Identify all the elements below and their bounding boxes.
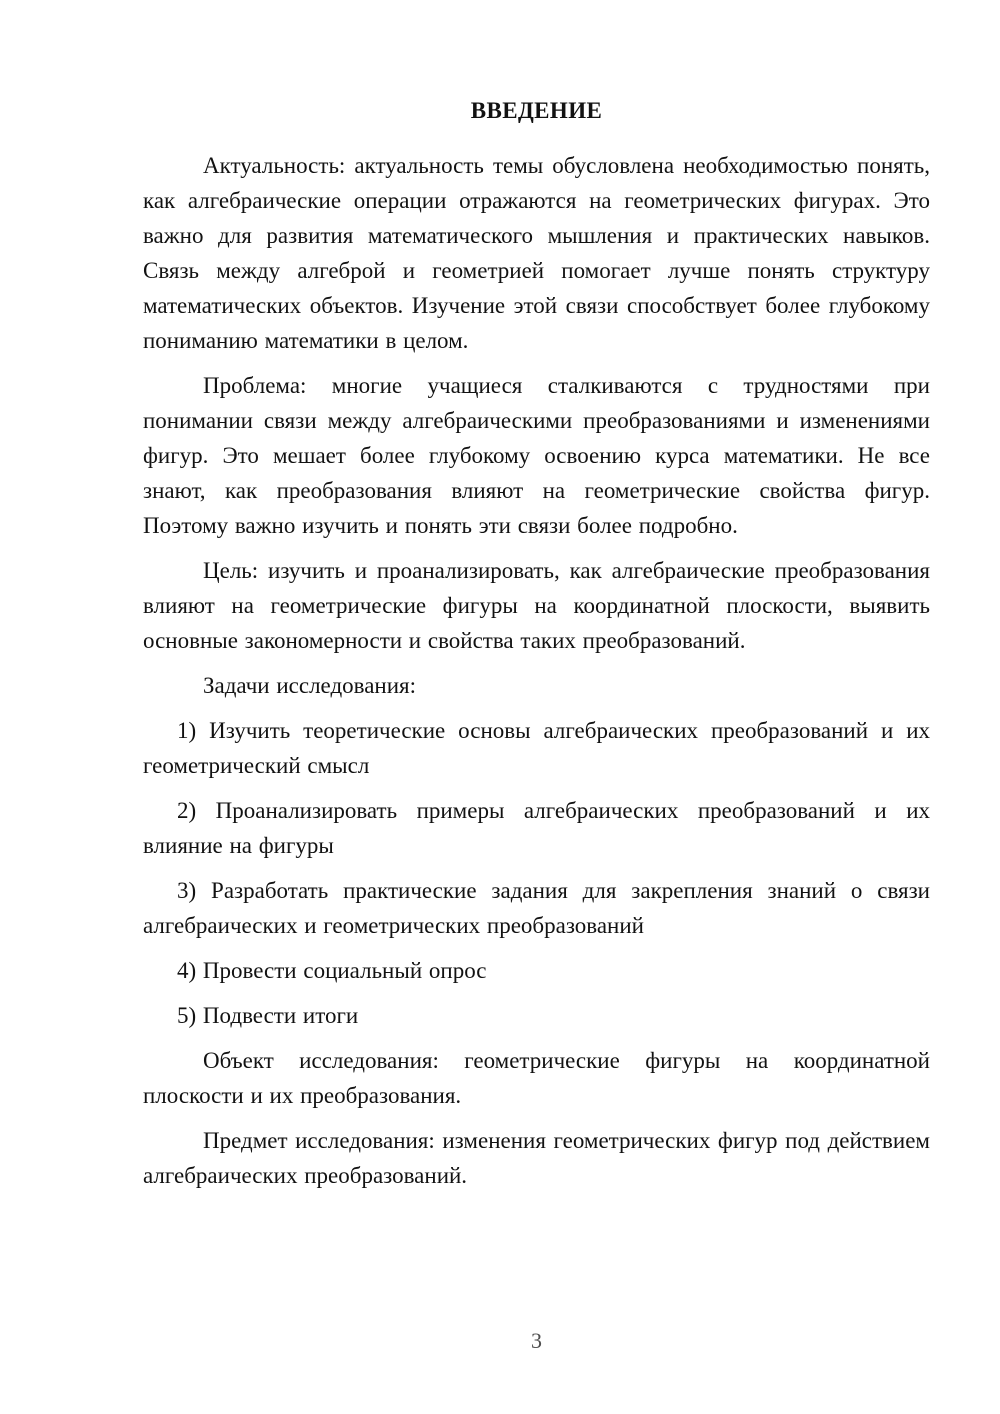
paragraph-goal: Цель: изучить и проанализировать, как алгебраические преобразования влияют на геометрические фигуры на координатной плоскости, выявить основные закономерности и свойства таких преобразований. — [143, 558, 930, 653]
task-item-2 — [143, 793, 930, 863]
task-text: Разработать практические задания для закрепления знаний о связи алгебраических и геометрических преобразований — [143, 878, 930, 938]
page-title: ВВЕДЕНИЕ — [470, 98, 603, 123]
task-item-1 — [143, 713, 930, 783]
tasks-heading: Задачи исследования: — [203, 673, 417, 698]
task-marker: 1) — [177, 718, 197, 743]
task-marker: 2) — [177, 798, 197, 823]
task-marker: 3) — [177, 878, 197, 903]
page-number: 3 — [531, 1328, 542, 1353]
task-marker: 4) — [177, 958, 197, 983]
task-marker: 5) — [177, 1003, 197, 1028]
task-text: Провести социальный опрос — [202, 958, 487, 983]
paragraph-subject: Предмет исследования: изменения геометрических фигур под действием алгебраических преобразований. — [143, 1128, 930, 1188]
task-item-4 — [143, 953, 930, 988]
paragraph-problem: Проблема: многие учащиеся сталкиваются с трудностями при понимании связи между алгебраическими преобразованиями и изменениями фигур. Это мешает более глубокому освоению курса математики. Не все знают, как преобразования влияют на геометрические свойства фигур. Поэтому важно изучить и понять эти связи более подробно. — [143, 373, 930, 538]
task-text: Подвести итоги — [202, 1003, 359, 1028]
task-text: Изучить теоретические основы алгебраических преобразований и их геометрический смысл — [143, 718, 931, 778]
task-text: Проанализировать примеры алгебраических преобразований и их влияние на фигуры — [143, 798, 930, 858]
paragraph-object: Объект исследования: геометрические фигуры на координатной плоскости и их преобразования. — [143, 1048, 930, 1108]
task-item-5 — [143, 998, 930, 1033]
paragraph-relevance: Актуальность: актуальность темы обусловлена необходимостью понять, как алгебраические операции отражаются на геометрических фигурах. Это важно для развития математического мышления и практических навыков. Связь между алгеброй и геометрией помогает лучше понять структуру математических объектов. Изучение этой связи способствует более глубокому пониманию математики в целом. — [143, 153, 930, 353]
task-item-3 — [143, 873, 930, 943]
